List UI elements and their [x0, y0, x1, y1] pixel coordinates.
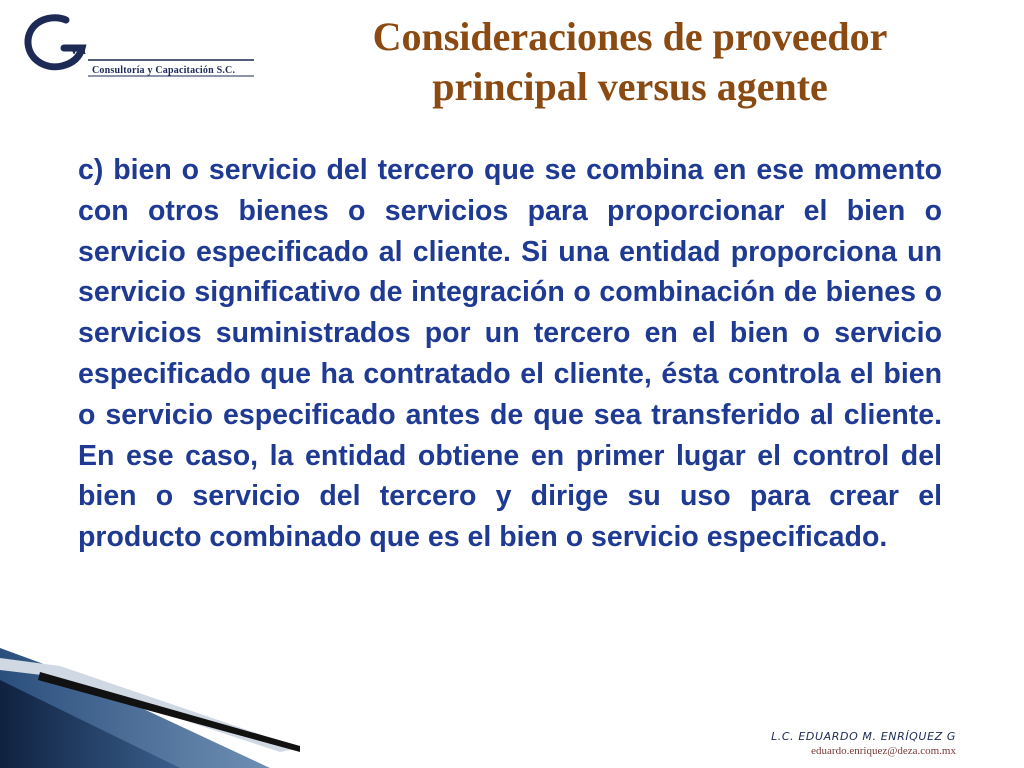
slide-title-line-2: principal versus agente [432, 64, 828, 109]
author-name: L.C. EDUARDO M. ENRÍQUEZ G [771, 730, 956, 743]
author-email: eduardo.enriquez@deza.com.mx [811, 745, 956, 757]
decorative-swoosh [0, 640, 420, 768]
slide-title [280, 12, 980, 112]
slide-title-line-1: Consideraciones de proveedor [372, 14, 888, 59]
logo-letters: va [70, 41, 86, 58]
logo-tagline: Consultoría y Capacitación S.C. [92, 65, 236, 76]
company-logo [22, 12, 262, 82]
body-paragraph: c) bien o servicio del tercero que se combina en ese momento con otros bienes o servicios para proporcionar el bien o servicio especificado al cliente. Si una entidad proporciona un servicio significativo de integración o combinación de bienes o servicios suministrados por un tercero en el bien o servicio especificado que ha contratado el cliente, ésta controla el bien o servicio especificado antes de que sea transferido al cliente. En ese caso, la entidad obtiene en primer lugar el control del bien o servicio del tercero y dirige su uso para crear el producto combinado que es el bien o servicio especificado. [78, 154, 942, 554]
author-signature [771, 730, 956, 757]
